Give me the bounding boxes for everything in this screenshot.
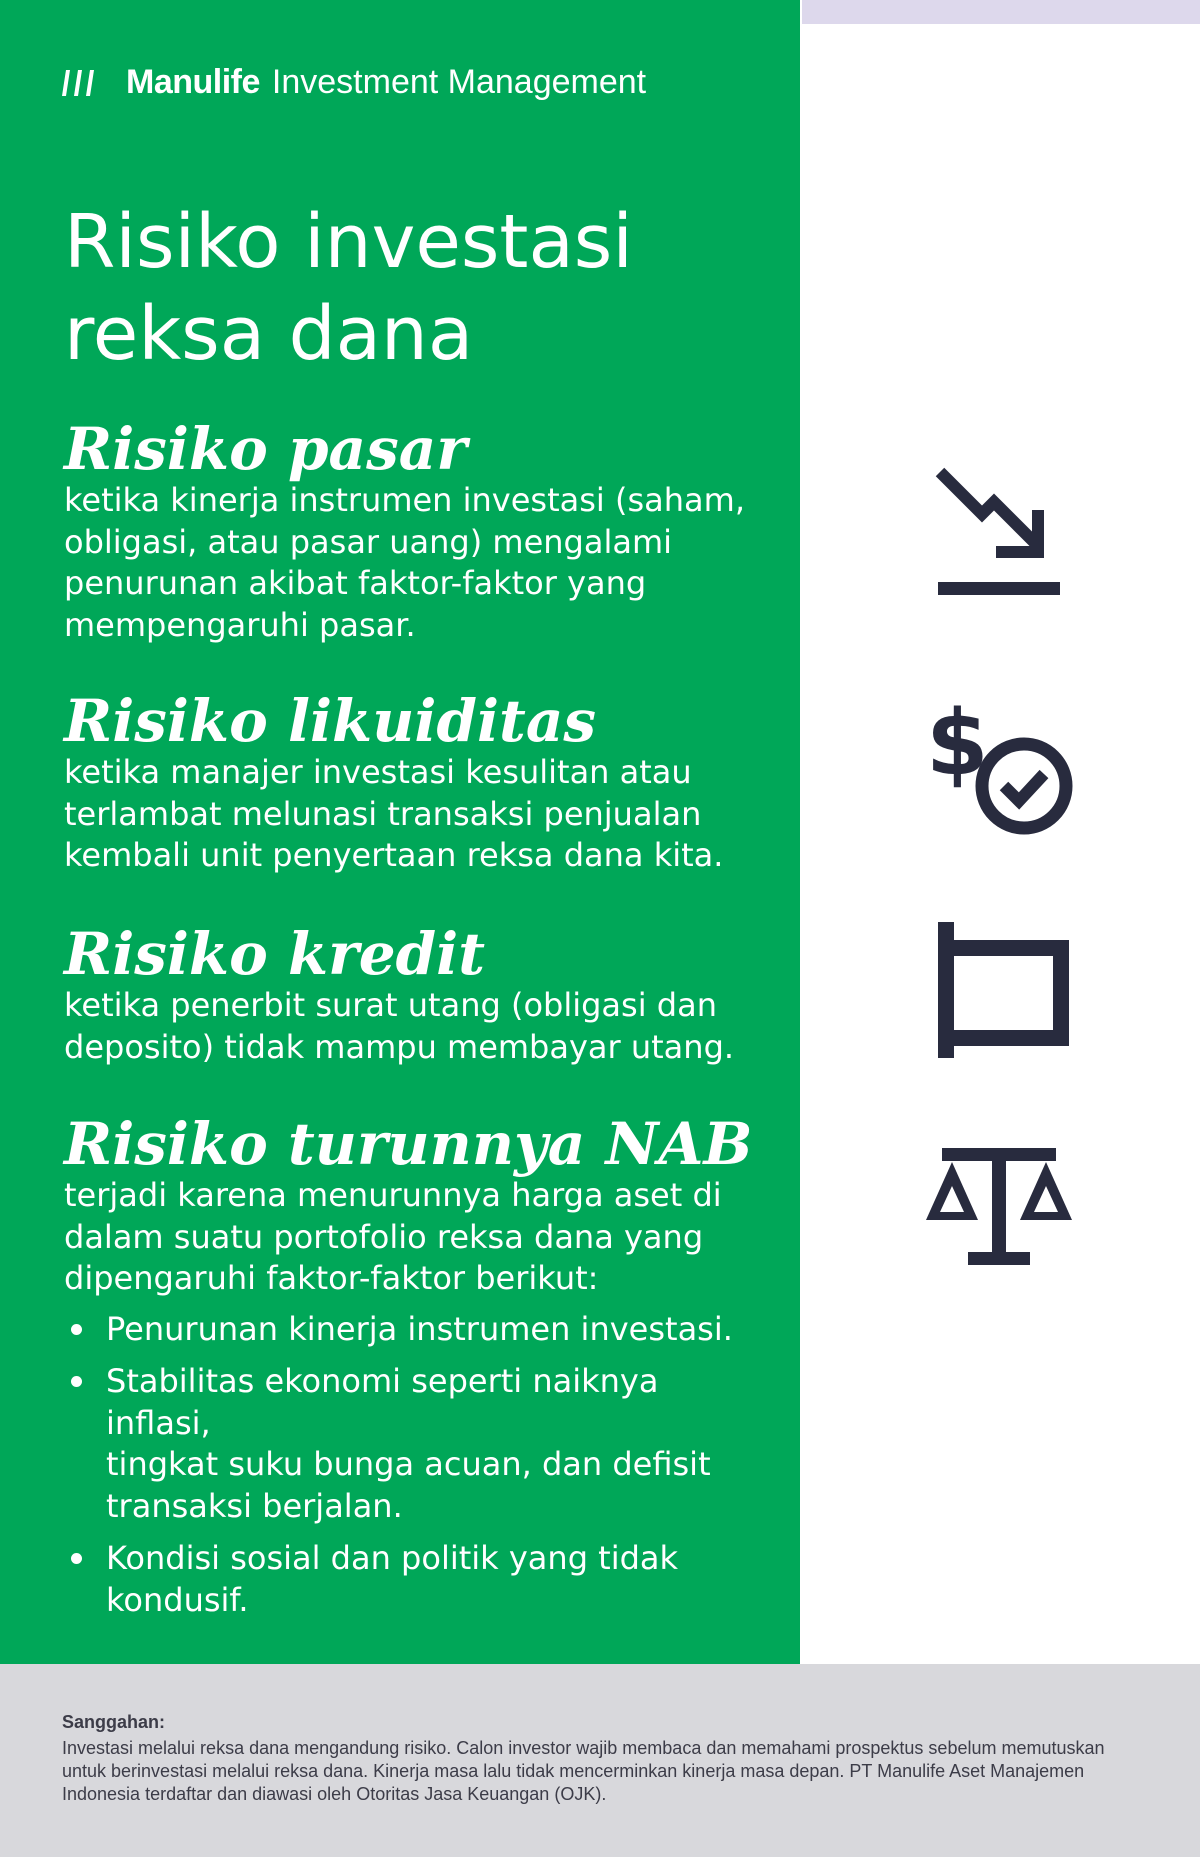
list-item [64,1538,764,1621]
disclaimer-footer [0,1664,1200,1857]
section-body-line: ketika manajer investasi kesulitan atau [64,753,692,791]
section-body [64,985,764,1068]
section-body [64,1175,764,1300]
section-body-line: dalam suatu portofolio reksa dana yang [64,1217,704,1256]
brand-name: Manulife [126,62,260,101]
list-item-line: tingkat suku bunga acuan, dan defisit [106,1445,711,1483]
top-accent-strip [802,0,1200,24]
section-title: Risiko pasar [64,415,467,483]
section-nav-decline-risk [64,1110,764,1621]
section-body-line: terjadi karena menurunnya harga aset di [64,1176,722,1214]
dollar-clock-icon [922,690,1082,840]
list-item-line: kondusif. [106,1580,249,1619]
section-body-line: mempengaruhi pasar. [64,605,416,644]
document-frame-icon [936,920,1071,1060]
factor-list [64,1309,764,1622]
page-title [64,196,764,380]
section-body-line: obligasi, atau pasar uang) mengalami [64,522,673,561]
disclaimer-text [62,1737,1152,1806]
section-body-line: ketika penerbit surat utang (obligasi dan [64,986,717,1024]
section-body-line: dipengaruhi faktor-faktor berikut: [64,1259,599,1297]
svg-text:$: $ [926,691,989,796]
section-body-line: penurunan akibat faktor-faktor yang [64,564,647,602]
list-item-line: Stabilitas ekonomi seperti naiknya inflasi, [106,1362,659,1442]
page-title-line: Risiko investasi [64,199,633,285]
list-item-line: Penurunan kinerja instrumen investasi. [106,1309,733,1348]
disclaimer-line: untuk berinvestasi melalui reksa dana. Kinerja masa lalu tidak mencerminkan kinerja masa depan. PT Manulife Aset Manajemen [62,1761,1085,1781]
section-title: Risiko kredit [64,920,486,988]
section-body [64,480,764,646]
section-credit-risk [64,920,764,1068]
list-item-line: Kondisi sosial dan politik yang tidak [106,1539,679,1577]
list-item [64,1309,764,1351]
disclaimer-line: Indonesia terdaftar dan diawasi oleh Otoritas Jasa Keuangan (OJK). [62,1784,607,1804]
manulife-logo-icon [60,66,98,98]
section-title: Risiko likuiditas [64,687,597,755]
section-body-line: deposito) tidak mampu membayar utang. [64,1027,735,1066]
page-title-line: reksa dana [64,291,474,377]
section-market-risk [64,415,764,646]
section-body-line: kembali unit penyertaan reksa dana kita. [64,836,724,874]
brand-header [60,62,646,102]
brand-subtitle: Investment Management [271,62,647,101]
list-item-line: transaksi berjalan. [106,1486,403,1525]
section-liquidity-risk [64,687,764,877]
chart-down-arrow-icon [930,462,1070,602]
balance-scale-icon [922,1144,1077,1269]
section-body [64,752,764,877]
section-body-line: ketika kinerja instrumen investasi (saham, [64,481,745,519]
section-title: Risiko turunnya NAB [64,1110,753,1178]
disclaimer-line: Investasi melalui reksa dana mengandung risiko. Calon investor wajib membaca dan memahami prospektus sebelum memutuskan [62,1738,1105,1758]
section-body-line: terlambat melunasi transaksi penjualan [64,794,702,833]
list-item [64,1361,764,1527]
disclaimer-title: Sanggahan: [62,1712,166,1732]
